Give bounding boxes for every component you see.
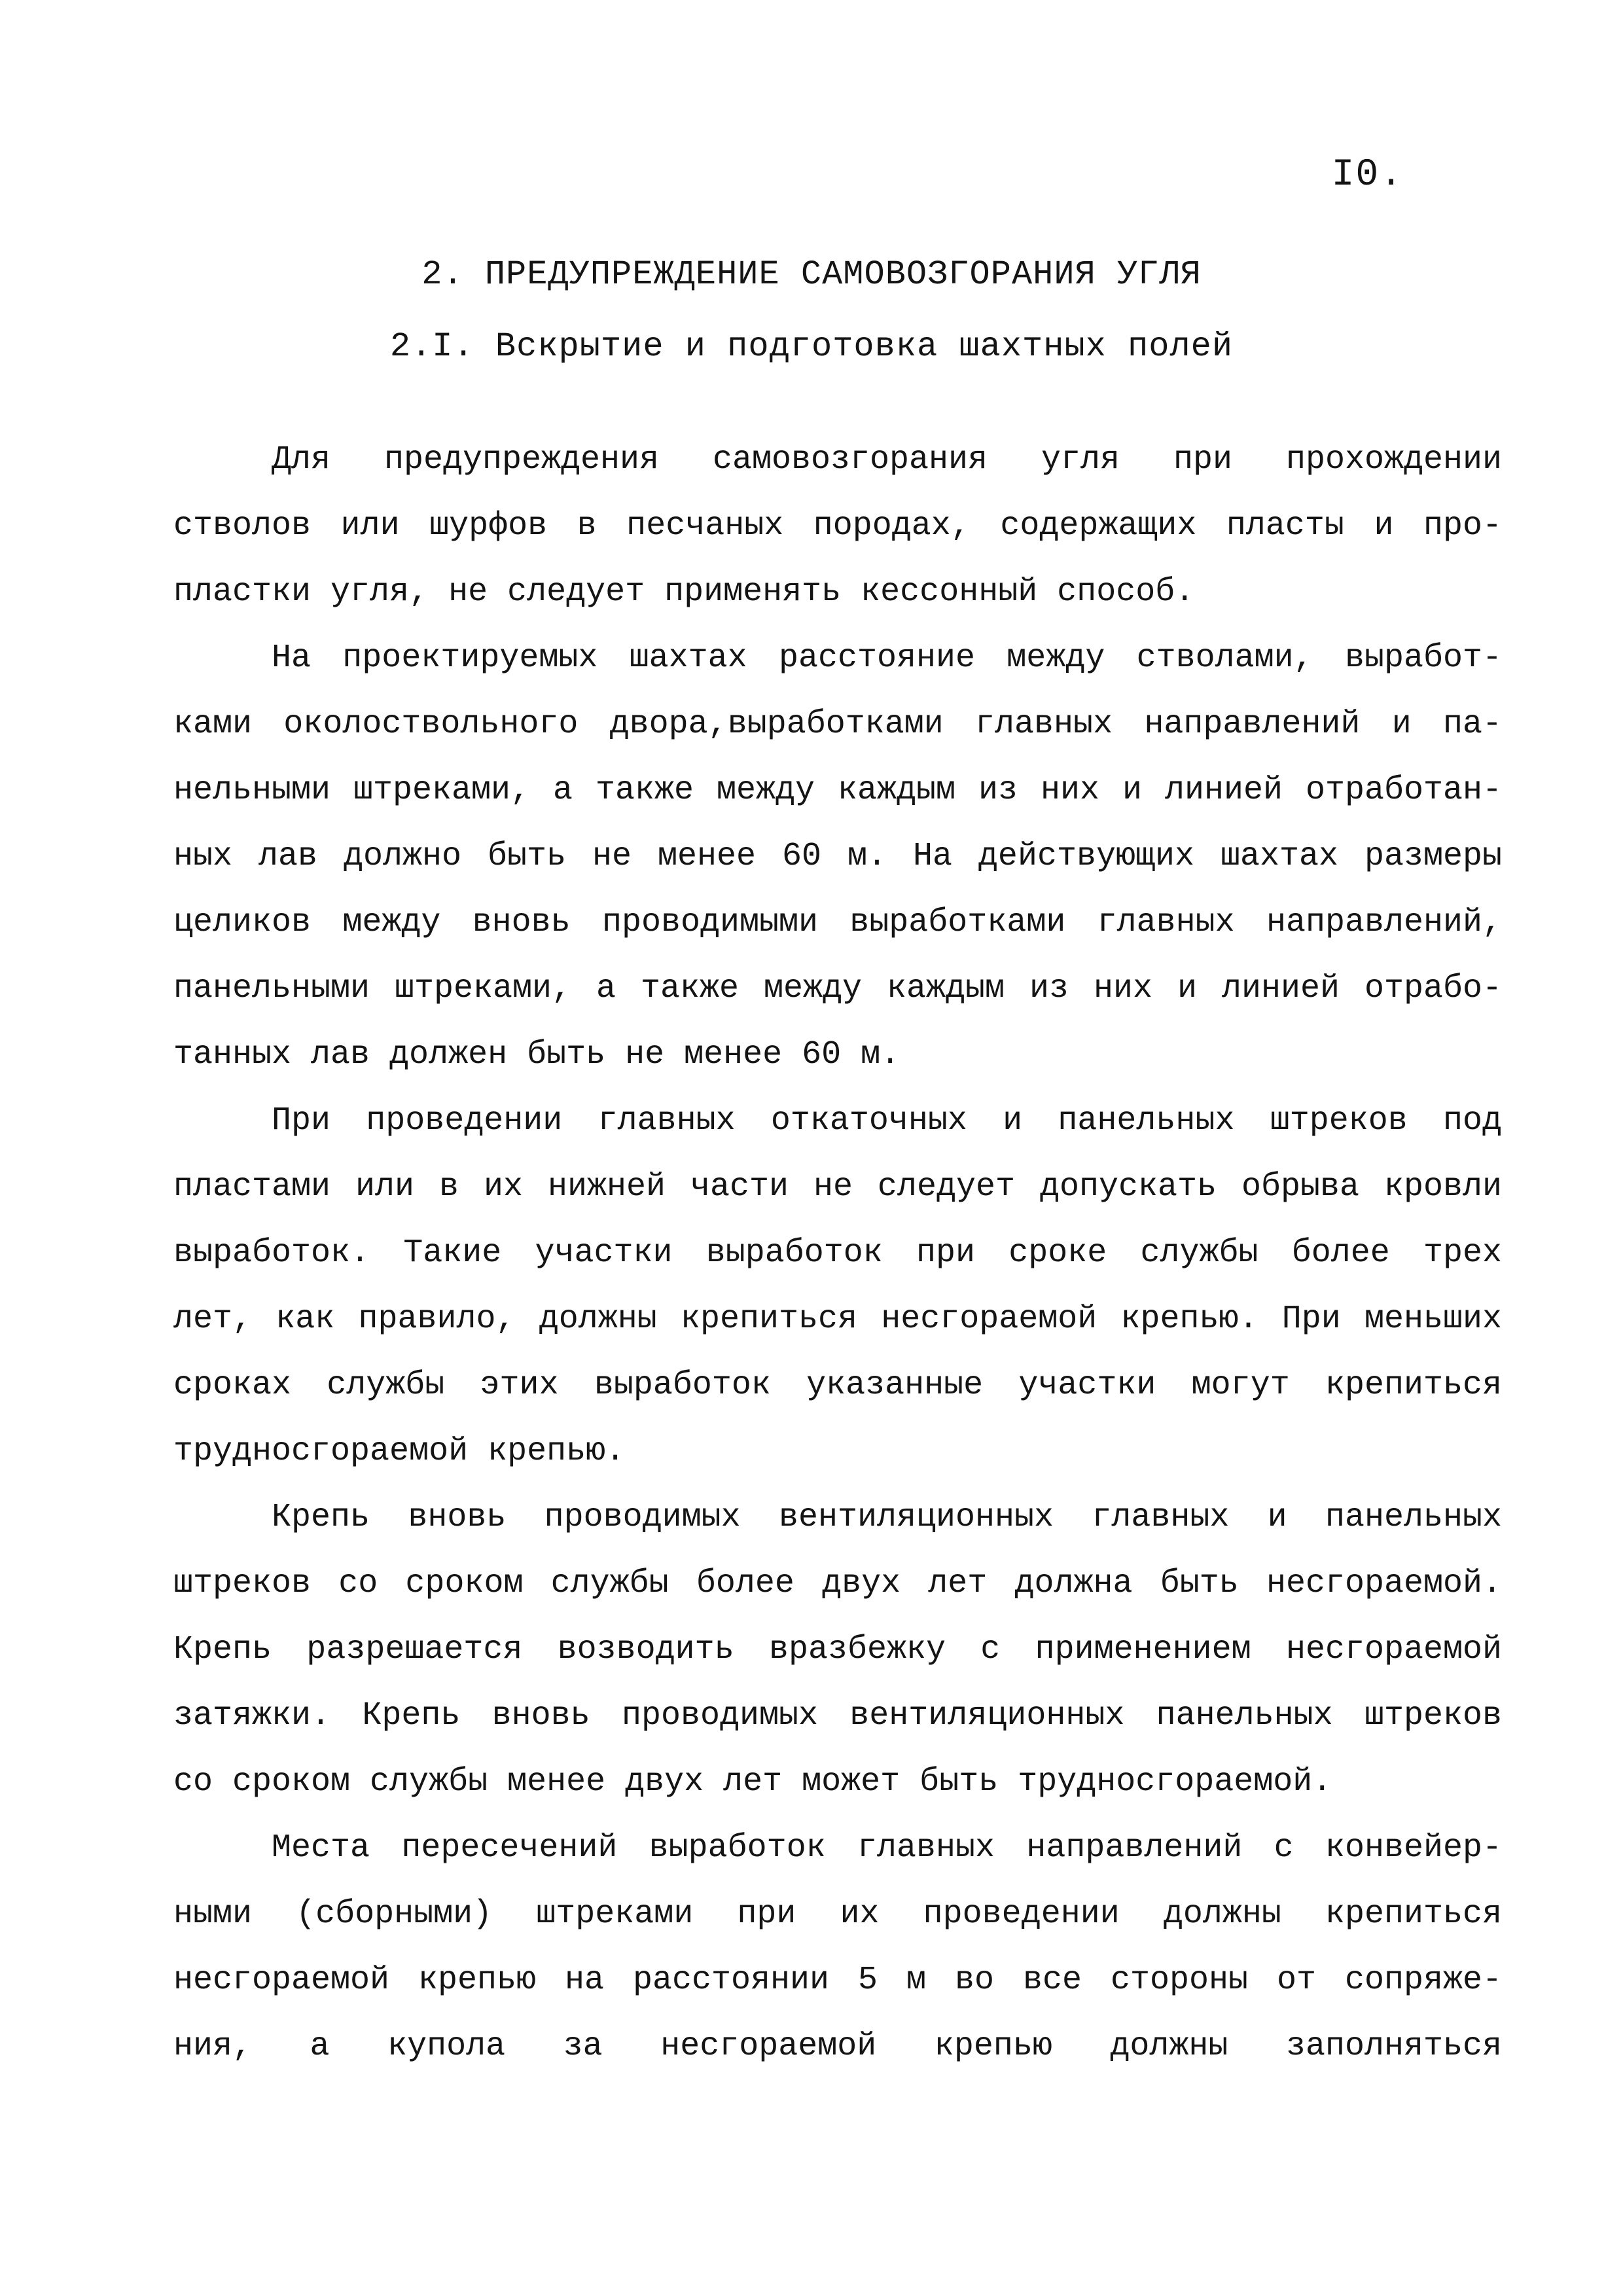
text-line: несгораемой крепью на расстоянии 5 м во все стороны от сопряже- (173, 1962, 1502, 1999)
text-line: штреков со сроком службы более двух лет должна быть несгораемой. (173, 1565, 1502, 1602)
text-line: выработок. Такие участки выработок при сроке службы более трех (173, 1234, 1502, 1272)
text-line: трудносгораемой крепью. (173, 1433, 626, 1470)
text-line: ками околоствольного двора,выработками главных направлений и па- (173, 706, 1502, 743)
text-line: Крепь вновь проводимых вентиляционных главных и панельных (272, 1499, 1502, 1536)
text-line: Места пересечений выработок главных направлений с конвейер- (272, 1829, 1502, 1867)
page-number: I0. (1331, 154, 1404, 196)
text-line: целиков между вновь проводимыми выработками главных направлений, (173, 904, 1502, 941)
text-line: танных лав должен быть не менее 60 м. (173, 1036, 901, 1073)
text-line: пластами или в их нижней части не следует допускать обрыва кровли (173, 1168, 1502, 1206)
text-line: ных лав должно быть не менее 60 м. На действующих шахтах размеры (173, 838, 1502, 875)
subsection-heading: 2.I. Вскрытие и подготовка шахтных полей (389, 327, 1234, 366)
section-heading: 2. ПРЕДУПРЕЖДЕНИЕ САМОВОЗГОРАНИЯ УГЛЯ (421, 255, 1202, 294)
text-line: Для предупреждения самовозгорания угля при прохождении (272, 441, 1502, 478)
text-line: нельными штреками, а также между каждым из них и линией отработан- (173, 772, 1502, 809)
body-text (173, 427, 1502, 2079)
text-line: лет, как правило, должны крепиться несгораемой крепью. При меньших (173, 1300, 1502, 1338)
text-line: Крепь разрешается возводить вразбежку с применением несгораемой (173, 1631, 1502, 1668)
text-line: затяжки. Крепь вновь проводимых вентиляционных панельных штреков (173, 1697, 1502, 1734)
text-line: стволов или шурфов в песчаных породах, содержащих пласты и про- (173, 507, 1502, 545)
text-line: пластки угля, не следует применять кессонный способ. (173, 573, 1195, 611)
text-line: со сроком службы менее двух лет может быть трудносгораемой. (173, 1763, 1332, 1801)
text-line: сроках службы этих выработок указанные участки могут крепиться (173, 1367, 1502, 1404)
text-line: ния, а купола за несгораемой крепью должны заполняться (173, 2028, 1502, 2065)
text-line: На проектируемых шахтах расстояние между стволами, выработ- (272, 639, 1502, 677)
text-line: При проведении главных откаточных и панельных штреков под (272, 1102, 1502, 1139)
text-line: ными (сборными) штреками при их проведении должны крепиться (173, 1895, 1502, 1933)
text-line: панельными штреками, а также между каждым из них и линией отрабо- (173, 970, 1502, 1007)
